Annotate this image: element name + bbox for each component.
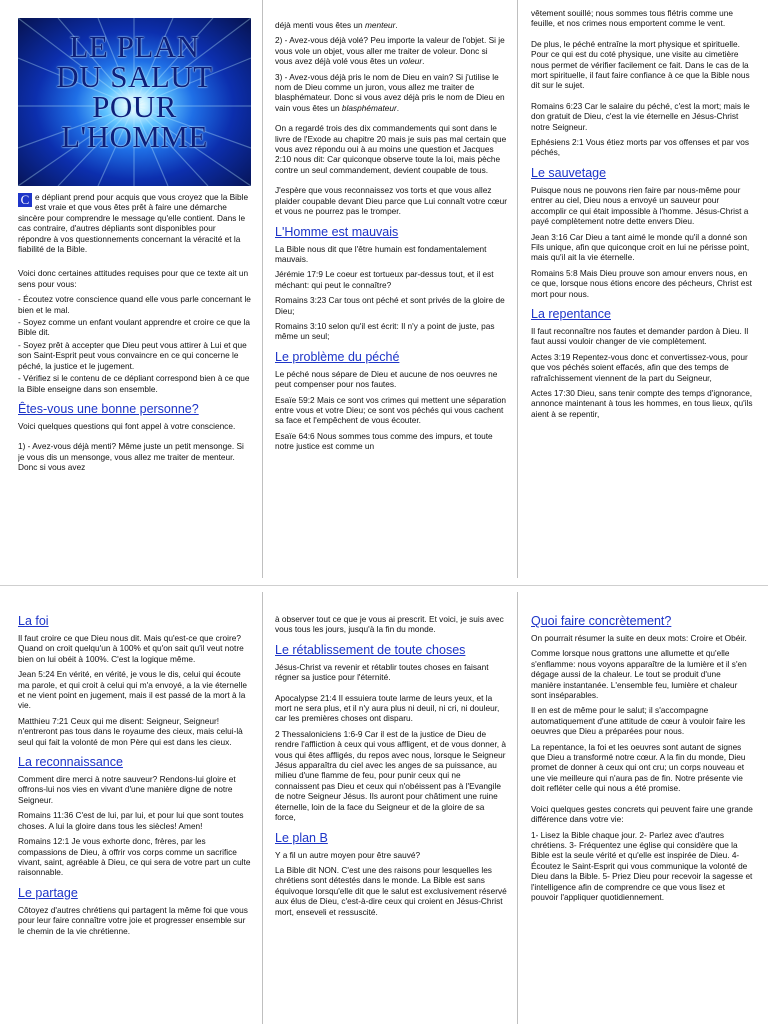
question-1: 1) - Avez-vous déjà menti? Même juste un petit mensonge. Si je vous dis un mensonge, vous allez me traiter de menteur. Donc si vous avez [18,441,244,473]
paragraph: Y a fil un autre moyen pour être sauvé? [275,849,421,860]
paragraph-continued: à observer tout ce que je vous ai prescrit. Et voici, je suis avec vous tous les jours, jusqu'à la fin du monde. [275,614,504,635]
list-item: - Vérifiez si le contenu de ce dépliant correspond bien à ce que la Bible enseigne dans son ensemble. [18,373,250,394]
paragraph: On pourrait résumer la suite en deux mots: Croire et Obéir. [531,633,747,643]
verse: Romains 5:8 Mais Dieu prouve son amour envers nous, en ce que, lorsque nous étions encore des pécheurs, Christ est mort pour nous. [531,267,752,299]
verse: Romains 11:36 C'est de lui, par lui, et pour lui que sont toutes choses. A lui la gloire dans tous les siècles! Amen! [18,810,244,831]
paragraph: Comment dire merci à notre sauveur? Rendons-lui gloire et offrons-lui nos vies en vivant d'une manière digne de notre Seigneur. [18,774,236,805]
intro-paragraph: C e dépliant prend pour acquis que vous croyez que la Bible est vraie et que vous êtes prêt à faire une démarche sincère pour comprendre le message qu'elle contient. Dans le cas contraire, d'autres dépliants sont disponibles pour répondre à vos questionnements concernant la véracité et la fiabilité de la Bible. [18,192,249,255]
cover-title-line: L'HOMME [61,119,208,154]
cover-image [18,18,251,186]
paragraph: Côtoyez d'autres chrétiens qui partagent la même foi que vous pour leur faire connaître votre joie et progresser ensemble sur le chemin de la vie chrétienne. [18,904,248,936]
cover-title-line: LE PLAN [69,29,200,64]
heading-plan-b: Le plan B [275,830,328,845]
verse: Jean 3:16 Car Dieu a tant aimé le monde qu'il a donné son Fils unique, afin que quiconque croit en lui ne périsse point, mais qu'il ait la vie éternelle. [531,231,750,263]
paragraph: La Bible nous dit que l'être humain est fondamentalement mauvais. [275,243,487,264]
panel-divider [262,0,263,578]
list-item: - Soyez comme un enfant voulant apprendre et croire ce que la Bible dit. [18,317,250,338]
verse: 2 Thessaloniciens 1:6-9 Car il est de la justice de Dieu de rendre l'affliction à ceux qui vous affligent, et de vous donner, à vous qui êtes affligés, du repos avec nous, lorsque le Seigneur Jésus apparaîtra du ciel avec les anges de sa puissance, au milieu d'une flamme de feu, pour punir ceux qui ne connaissent pas Dieu et ceux qui n'obéissent pas à l'Evangile de notre Seigneur Jésus. Ils auront pour châtiment une ruine éternelle, loin de la face du Seigneur et de la gloire de sa force, [275,728,506,823]
panel-concrete [531,614,753,1024]
heading-man-bad: L'Homme est mauvais [275,224,399,239]
question-3: 3) - Avez-vous déjà pris le nom de Dieu en vain? Si j'utilise le nom de Dieu comme un juron, vous allez me traiter de blasphémateur. Donc si vous avez déjà pris le nom de Dieu en vain vous êtes un blasphémateur. [275,71,505,113]
heading-restoration: Le rétablissement de toute choses [275,642,466,657]
heading-concrete: Quoi faire concrètement? [531,614,672,628]
panel-restoration [275,614,507,1024]
paragraph-exode: On a regardé trois des dix commandements qui sont dans le livre de l'Exode au chapitre 20 mais je suis pas mal certain que vous avez répondu oui à au moins une question et Jacques 2:10 nous dit: Car quiconque observe toute la loi, mais pèche contre un seul commandement, devient coupable de tous. [275,123,507,175]
verse: Actes 3:19 Repentez-vous donc et convertissez-vous, pour que vos péchés soient effacés, afin que des temps de rafraîchissement viennent de la part du Seigneur, [531,351,748,383]
verse: Romains 3:10 selon qu'il est écrit: Il n'y a point de juste, pas même un seul; [275,320,495,342]
panel-questions [275,20,507,580]
verse: Apocalypse 21:4 Il essuiera toute larme de leurs yeux, et la mort ne sera plus, et il n'y aura plus ni deuil, ni cri, ni douleur, car les premières choses ont disparu. [275,692,500,724]
verse: Romains 3:23 Car tous ont péché et sont privés de la gloire de Dieu; [275,295,505,316]
verse: Esaïe 59:2 Mais ce sont vos crimes qui mettent une séparation entre vous et votre Dieu; ce sont vos péchés qui vous cachent sa face et l'empêchent de vous écouter. [275,394,507,426]
heading-sharing: Le partage [18,885,78,900]
heading-rescue: Le sauvetage [531,165,607,180]
verse-continued: vêtement souillé; nous sommes tous flétris comme une feuille, et nos crimes nous emportent comme le vent. [531,8,733,29]
paragraph: Voici quelques questions qui font appel à votre conscience. [18,420,236,431]
verse: Actes 17:30 Dieu, sans tenir compte des temps d'ignorance, annonce maintenant à tous les hommes, en tous lieux, qu'ils aient à se repentir, [531,387,753,419]
panel-divider [517,0,518,578]
paragraph: Il en est de même pour le salut; il s'accompagne automatiquement d'une attitude de cœur à vouloir faire les oeuvres que Dieu a préparées pour nous. [531,705,746,737]
verse: Ephésiens 2:1 Vous étiez morts par vos offenses et par vos péchés, [531,137,749,158]
heading-repentance: La repentance [531,306,611,321]
verse: Jérémie 17:9 Le coeur est tortueux par-dessus tout, et il est méchant: qui peut le connaître? [275,269,494,290]
panel-intro [18,192,251,580]
heading-good-person: Êtes-vous une bonne personne? [18,401,199,416]
cover-title [18,29,251,154]
cover-title-line: DU SALUT [56,59,213,94]
panel-divider [262,592,263,1024]
paragraph: Comme lorsque nous grattons une allumette et qu'elle s'enflamme: nous voyons apparaître de la lumière et il s'en dégage aussi de la chaleur. Le tout se produit d'une manière instantanée. L'ensemble feu, lumière et chaleur sont inséparables. [531,648,747,701]
heading-gratitude: La reconnaissance [18,755,123,770]
page-divider [0,585,768,586]
question-2: 2) - Avez-vous déjà volé? Peu importe la valeur de l'objet. Si je vous vole un objet, vous aller me traiter de voleur. Donc si vous avez déjà volé vous êtes un voleur. [275,35,505,67]
paragraph: La Bible dit NON. C'est une des raisons pour lesquelles les chrétiens sont détestés dans le monde. La Bible est sans équivoque lorsqu'elle dit que le salut est exclusivement réservé aux élus de Dieu, c'est-à-dire ceux qui croient en Jésus-Christ mort, enseveli et ressuscité. [275,864,507,917]
paragraph: Jésus-Christ va revenir et rétablir toutes choses en faisant régner sa justice pour l'éternité. [275,661,489,683]
paragraph-hope: J'espère que vous reconnaissez vos torts et que vous allez plaider coupable devant Dieu parce que Lui connaît votre cœur et vous ne pourrez pas le tromper. [275,185,507,217]
paragraph: La repentance, la foi et les oeuvres sont autant de signes que Dieu a transformé notre cœur. A la fin du monde, Dieu promet de donner à ceux qui ont cru; un corps nouveau et une vie meilleure qui n'aura pas de fin. Notre présente vie doit refléter celle qui nous a été promise. [531,741,746,794]
verse: Esaïe 64:6 Nous sommes tous comme des impurs, et toute notre justice est comme un [275,430,493,452]
intro-attitudes: Voici donc certaines attitudes requises pour que ce texte ait un sens pour vous: [18,268,249,289]
paragraph: Voici quelques gestes concrets qui peuvent faire une grande différence dans votre vie: [531,803,753,825]
verse: Matthieu 7:21 Ceux qui me disent: Seigneur, Seigneur! n'entreront pas tous dans le royaume des cieux, mais celui-là seul qui fait la volonté de mon Père qui est dans les cieux. [18,715,243,747]
panel-divider [517,592,518,1024]
panel-salvation [531,8,753,580]
question-1-continued: déjà menti vous êtes un menteur. [275,20,398,30]
paragraph: 1- Lisez la Bible chaque jour. 2- Parlez avec d'autres chrétiens. 3- Fréquentez une église qui considère que la Bible est la seule vérité et qu'elle est inspirée de Dieu. 4- Écoutez le Saint-Esprit qui vous communique la volonté de Dieu dans la Bible. 5- Priez Dieu pour recevoir la sagesse et l'intelligence afin de comprendre ce que vous lisez et pouvoir l'appliquer quotidiennement. [531,829,753,902]
paragraph: De plus, le péché entraîne la mort physique et spirituelle. Pour ce qui est du coté physique, une visite au cimetière nous permet de vérifier facilement ce fait. Dans le cas de la mort spirituelle, il faut faire confiance à ce que la Bible nous dit sur le sujet. [531,38,750,91]
heading-sin-problem: Le problème du péché [275,349,400,364]
heading-faith: La foi [18,614,49,628]
list-item: - Écoutez votre conscience quand elle vous parle concernant le bien et le mal. [18,294,251,315]
paragraph: Il faut reconnaître nos fautes et demander pardon à Dieu. Il faut aussi vouloir changer de vie complètement. [531,325,749,347]
panel-faith [18,614,251,1024]
verse: Jean 5:24 En vérité, en vérité, je vous le dis, celui qui écoute ma parole, et qui croit à celui qui m'a envoyé, a la vie éternelle et ne vient point en jugement, mais il est passé de la mort à la vie. [18,669,247,711]
verse: Romains 12:1 Je vous exhorte donc, frères, par les compassions de Dieu, à offrir vos corps comme un sacrifice vivant, saint, agréable à Dieu, ce qui sera de votre part un culte raisonnable. [18,836,251,878]
paragraph: Le péché nous sépare de Dieu et aucune de nos oeuvres ne peut compenser pour nos fautes. [275,368,498,390]
paragraph: Puisque nous ne pouvons rien faire par nous-même pour entrer au ciel, Dieu nous a envoyé un sauveur pour accomplir ce qui était impossible à l'homme. Jésus-Christ a payé complètement notre dette envers Dieu. [531,184,749,227]
drop-cap: C [18,193,32,207]
paragraph: Il faut croire ce que Dieu nous dit. Mais qu'est-ce que croire? Quand on croit quelqu'un à 100% et qu'on sait qu'il veut notre bien on lui obéit à 100%. C'est la logique même. [18,633,244,664]
cover-title-line: POUR [92,89,177,124]
list-item: - Soyez prêt à accepter que Dieu peut vous attirer à Lui et que son Saint-Esprit peut vous convaincre en ce qui concerne le péché, la justice et le jugement. [18,339,247,371]
verse: Romains 6:23 Car le salaire du péché, c'est la mort; mais le don gratuit de Dieu, c'est la vie éternelle en Jésus-Christ notre Seigneur. [531,100,750,132]
